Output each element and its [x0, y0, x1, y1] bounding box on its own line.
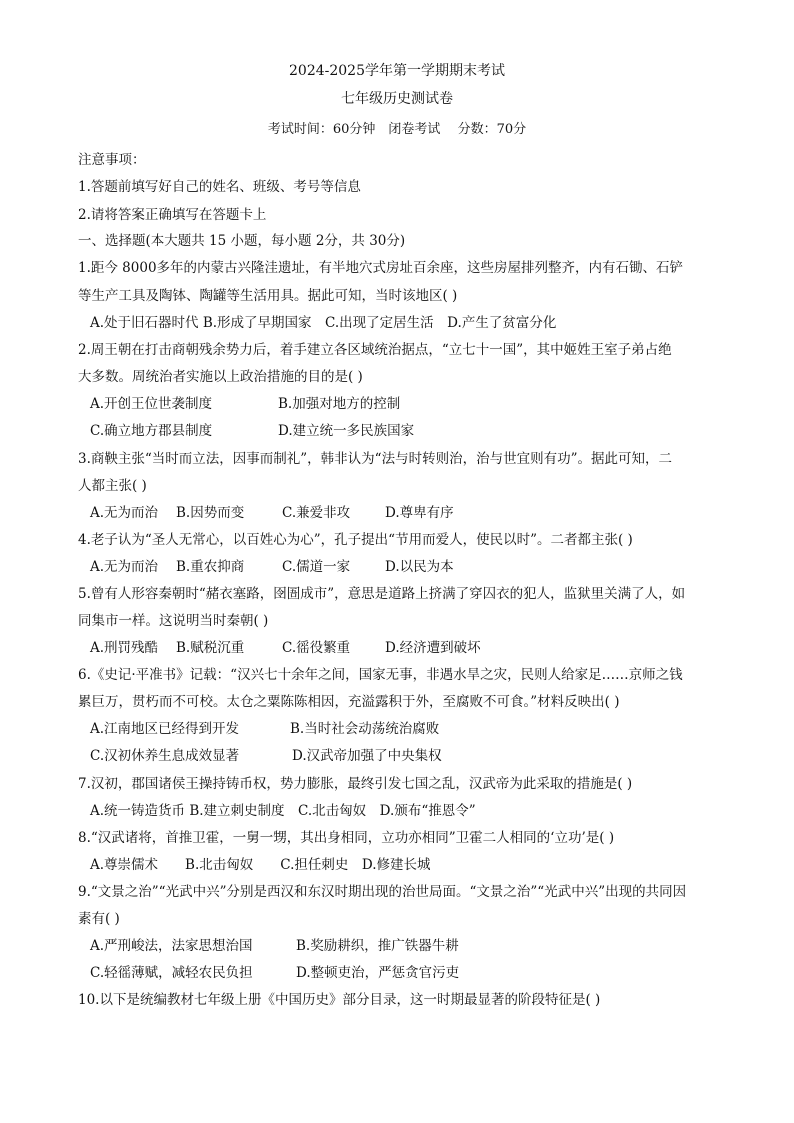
- question-2-option-b: B.加强对地方的控制: [278, 396, 401, 412]
- question-8-options: A.尊崇儒术 B.北击匈奴 C.担任刺史 D.修建长城: [90, 857, 431, 873]
- question-1-options: A.处于旧石器时代 B.形成了早期国家 C.出现了定居生活 D.产生了贫富分化: [90, 315, 557, 331]
- notes-heading: 注意事项：: [78, 152, 146, 168]
- question-6-option-a: A.江南地区已经得到开发: [90, 721, 240, 737]
- question-2-line-1: 2.周王朝在打击商朝残余势力后，着手建立各区域统治据点，“立七十一国”，其中姬姓王室子弟占绝: [78, 342, 672, 358]
- section-heading: 一、选择题(本大题共 15 小题，每小题 2分，共 30分): [78, 233, 406, 249]
- question-6-option-d: D.汉武帝加强了中央集权: [292, 748, 442, 764]
- question-3-option-b: B.因势而变: [176, 505, 245, 521]
- question-9-line-2: 素有( ): [78, 911, 120, 927]
- question-2-option-a: A.开创王位世袭制度: [90, 396, 213, 412]
- exam-title: 2024-2025学年第一学期期末考试: [289, 63, 505, 79]
- question-3-option-d: D.尊卑有序: [385, 505, 454, 521]
- question-6-option-b: B.当时社会动荡统治腐败: [290, 721, 440, 737]
- question-5-option-d: D.经济遭到破坏: [385, 640, 481, 656]
- question-1-line-2: 等生产工具及陶钵、陶罐等生活用具。据此可知，当时该地区( ): [78, 288, 458, 304]
- notes-item-1: 1.答题前填写好自己的姓名、班级、考号等信息: [78, 179, 361, 195]
- question-10-line-1: 10.以下是统编教材七年级上册《中国历史》部分目录，这一时期最显著的阶段特征是( ): [78, 992, 601, 1008]
- question-4-option-d: D.以民为本: [385, 559, 454, 575]
- question-9-option-d: D.整顿吏治，严惩贪官污吏: [296, 965, 460, 981]
- question-2-line-2: 大多数。周统治者实施以上政治措施的目的是( ): [78, 369, 363, 385]
- question-8-line-1: 8.“汉武诸将，首推卫霍，一舅一甥，其出身相同，立功亦相同”卫霍二人相同的‘立功’是( ): [78, 830, 615, 846]
- question-6-option-c: C.汉初休养生息成效显著: [90, 748, 240, 764]
- question-1-line-1: 1.距今 8000多年的内蒙古兴隆洼遗址，有半地穴式房址百余座，这些房屋排列整齐，内有石锄、石铲: [78, 260, 684, 276]
- question-3-line-2: 人都主张( ): [78, 478, 147, 494]
- question-9-option-b: B.奖励耕织，推广铁器牛耕: [296, 938, 459, 954]
- question-3-line-1: 3.商鞅主张“当时而立法，因事而制礼”，韩非认为“法与时转则治，治与世宜则有功”。据此可知，二: [78, 451, 672, 467]
- question-9-line-1: 9.“文景之治”“光武中兴”分别是西汉和东汉时期出现的治世局面。“文景之治”“光武中兴”出现的共同因: [78, 884, 687, 900]
- question-5-option-b: B.赋税沉重: [176, 640, 245, 656]
- question-6-line-1: 6.《史记·平准书》记载：“汉兴七十余年之间，国家无事，非遇水旱之灾，民则人给家足……京师之钱: [78, 667, 683, 683]
- notes-item-2: 2.请将答案正确填写在答题卡上: [78, 207, 267, 223]
- question-7-options: A.统一铸造货币 B.建立刺史制度 C.北击匈奴 D.颁布“推恩令”: [90, 803, 476, 819]
- question-7-line-1: 7.汉初，郡国诸侯王操持铸币权，势力膨胀，最终引发七国之乱，汉武帝为此采取的措施是( ): [78, 776, 633, 792]
- question-4-option-c: C.儒道一家: [282, 559, 351, 575]
- question-9-option-c: C.轻徭薄赋，减轻农民负担: [90, 965, 253, 981]
- question-4-option-a: A.无为而治: [90, 559, 159, 575]
- question-6-line-2: 累巨万，贯朽而不可校。太仓之粟陈陈相因，充溢露积于外，至腐败不可食。”材料反映出( ): [78, 694, 620, 710]
- question-5-option-a: A.刑罚残酷: [90, 640, 159, 656]
- question-2-option-c: C.确立地方郡县制度: [90, 423, 213, 439]
- question-5-line-1: 5.曾有人形容秦朝时“赭衣塞路，囹圄成市”，意思是道路上挤满了穿囚衣的犯人，监狱里关满了人，如: [78, 586, 686, 602]
- question-3-option-c: C.兼爱非攻: [282, 505, 351, 521]
- question-5-option-c: C.徭役繁重: [282, 640, 351, 656]
- exam-subtitle: 七年级历史测试卷: [341, 91, 453, 107]
- question-2-option-d: D.建立统一多民族国家: [278, 423, 415, 439]
- exam-info: 考试时间：60分钟 闭卷考试 分数：70分: [267, 122, 527, 137]
- question-5-line-2: 同集市一样。这说明当时秦朝( ): [78, 613, 269, 629]
- question-3-option-a: A.无为而治: [90, 505, 159, 521]
- question-9-option-a: A.严刑峻法，法家思想治国: [90, 938, 253, 954]
- question-4-line-1: 4.老子认为“圣人无常心，以百姓心为心”，孔子提出“节用而爱人，使民以时”。二者都主张( ): [78, 532, 633, 548]
- question-4-option-b: B.重农抑商: [176, 559, 245, 575]
